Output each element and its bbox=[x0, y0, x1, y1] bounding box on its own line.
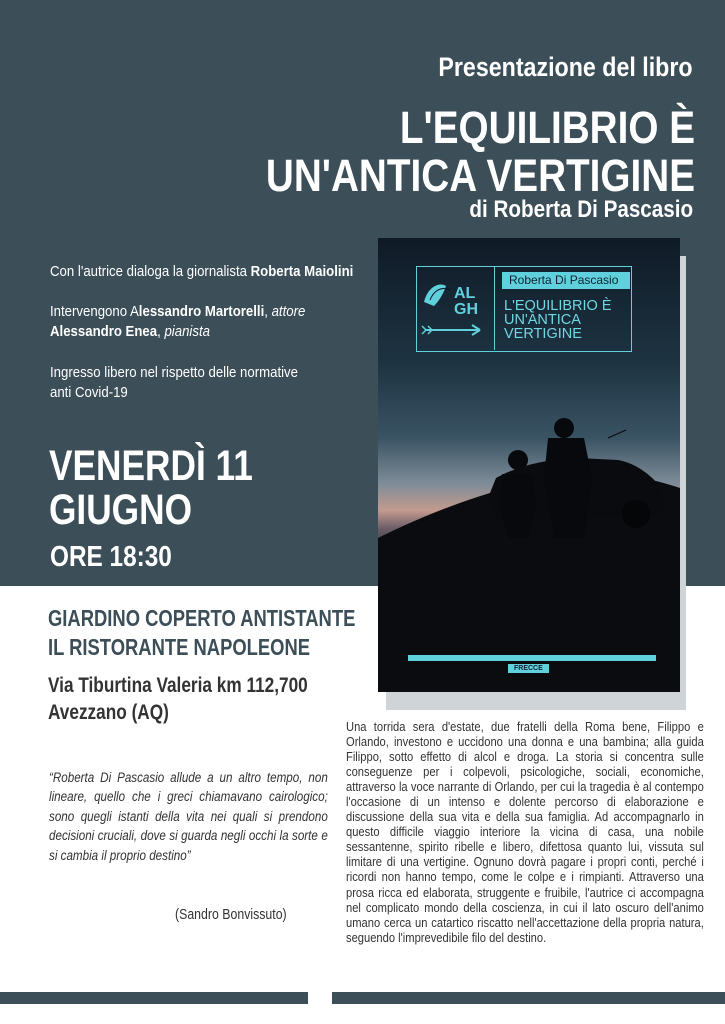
event-address bbox=[48, 672, 308, 726]
guest2-role: pianista bbox=[164, 323, 210, 340]
alighieri-logo-icon bbox=[420, 272, 500, 342]
event-venue bbox=[48, 604, 355, 662]
footer-bar-right bbox=[332, 992, 725, 1004]
dialog-prefix: Con l'autrice dialoga la giornalista bbox=[50, 263, 251, 280]
cover-title bbox=[504, 299, 612, 341]
guest1-role: attore bbox=[271, 303, 306, 320]
event-date-line2: GIUGNO bbox=[49, 486, 193, 534]
book-title bbox=[266, 104, 695, 200]
cover-title-line2: UN'ANTICA bbox=[504, 312, 581, 328]
venue-line1: GIARDINO COPERTO ANTISTANTE bbox=[48, 605, 356, 631]
cover-author: Roberta Di Pascasio bbox=[502, 272, 630, 289]
book-title-line1: L'EQUILIBRIO È bbox=[399, 102, 695, 153]
journalist-name: Roberta Maiolini bbox=[250, 263, 354, 280]
entry-line1: Ingresso libero nel rispetto delle normative bbox=[50, 364, 299, 381]
presentation-label: Presentazione del libro bbox=[438, 52, 693, 82]
guest2-name: Alessandro Enea bbox=[50, 323, 158, 340]
entry-line2: anti Covid-19 bbox=[50, 384, 128, 401]
footer-bar-left bbox=[0, 992, 308, 1004]
guests-line2: Alessandro Enea, pianista bbox=[50, 323, 210, 340]
venue-line2: IL RISTORANTE NAPOLEONE bbox=[48, 634, 311, 660]
book-title-line2: UN'ANTICA VERTIGINE bbox=[265, 150, 695, 201]
svg-text:AL: AL bbox=[454, 285, 476, 302]
event-date-line1: VENERDÌ 11 bbox=[49, 442, 253, 490]
guest1-name: lessandro Martorelli bbox=[138, 303, 265, 320]
guests-line1: Intervengono Alessandro Martorelli, attore bbox=[50, 303, 306, 320]
review-quote: “Roberta Di Pascasio allude a un altro tempo, non lineare, quello che i greci chiamavano cairologico; sono quegli istanti della vita nei quali si prendono decisioni cruciali, dove si guarda negli occhi la sorte e si cambia il proprio destino” bbox=[49, 770, 328, 864]
book-author: di Roberta Di Pascasio bbox=[469, 196, 693, 223]
book-cover bbox=[378, 238, 680, 692]
quote-source: (Sandro Bonvissuto) bbox=[175, 907, 287, 923]
intervene-prefix: Intervengono A bbox=[50, 303, 139, 320]
address-line1: Via Tiburtina Valeria km 112,700 bbox=[48, 674, 308, 697]
event-time: ORE 18:30 bbox=[50, 541, 172, 573]
cover-series-badge: FRECCE bbox=[508, 664, 549, 673]
address-line2: Avezzano (AQ) bbox=[48, 701, 169, 724]
cover-title-line3: VERTIGINE bbox=[504, 326, 582, 342]
cover-title-line1: L'EQUILIBRIO È bbox=[504, 298, 612, 314]
svg-text:GH: GH bbox=[454, 301, 478, 318]
dialog-line bbox=[50, 262, 353, 282]
event-date bbox=[49, 444, 253, 532]
book-synopsis: Una torrida sera d'estate, due fratelli della Roma bene, Filippo e Orlando, investono e uccidono una donna e una bambina; alla guida Filippo, sotto effetto di alcol e droga. La storia si concentra sulle conseguenze per i colpevoli, psicologiche, sociali, economiche, attraverso la voce narrante di Orlando, per cui la tragedia è al contempo l'occasione di un intenso e dolente percorso di elaborazione e discussione della sua vita e della sua famiglia. Ad accompagnarlo in questo difficile viaggio interiore la vicina di casa, una nobile sessantenne, spirito ribelle e libero, difettosa quanto lui, vissuta sul limitare di una vertigine. Ognuno dovrà pagare i propri conti, perché i ricordi non hanno tempo, come le colpe e i rimpianti. Attraverso una prosa ricca ed elaborata, struggente e fruibile, l'autrice ci accompagna nel complicato mondo della coscienza, in cui il lato oscuro dell'animo umano cerca un catartico riscatto nell'accettazione della propria natura, seguendo l'imprevedibile filo del destino. bbox=[346, 719, 704, 945]
cover-series-bar bbox=[408, 655, 656, 661]
